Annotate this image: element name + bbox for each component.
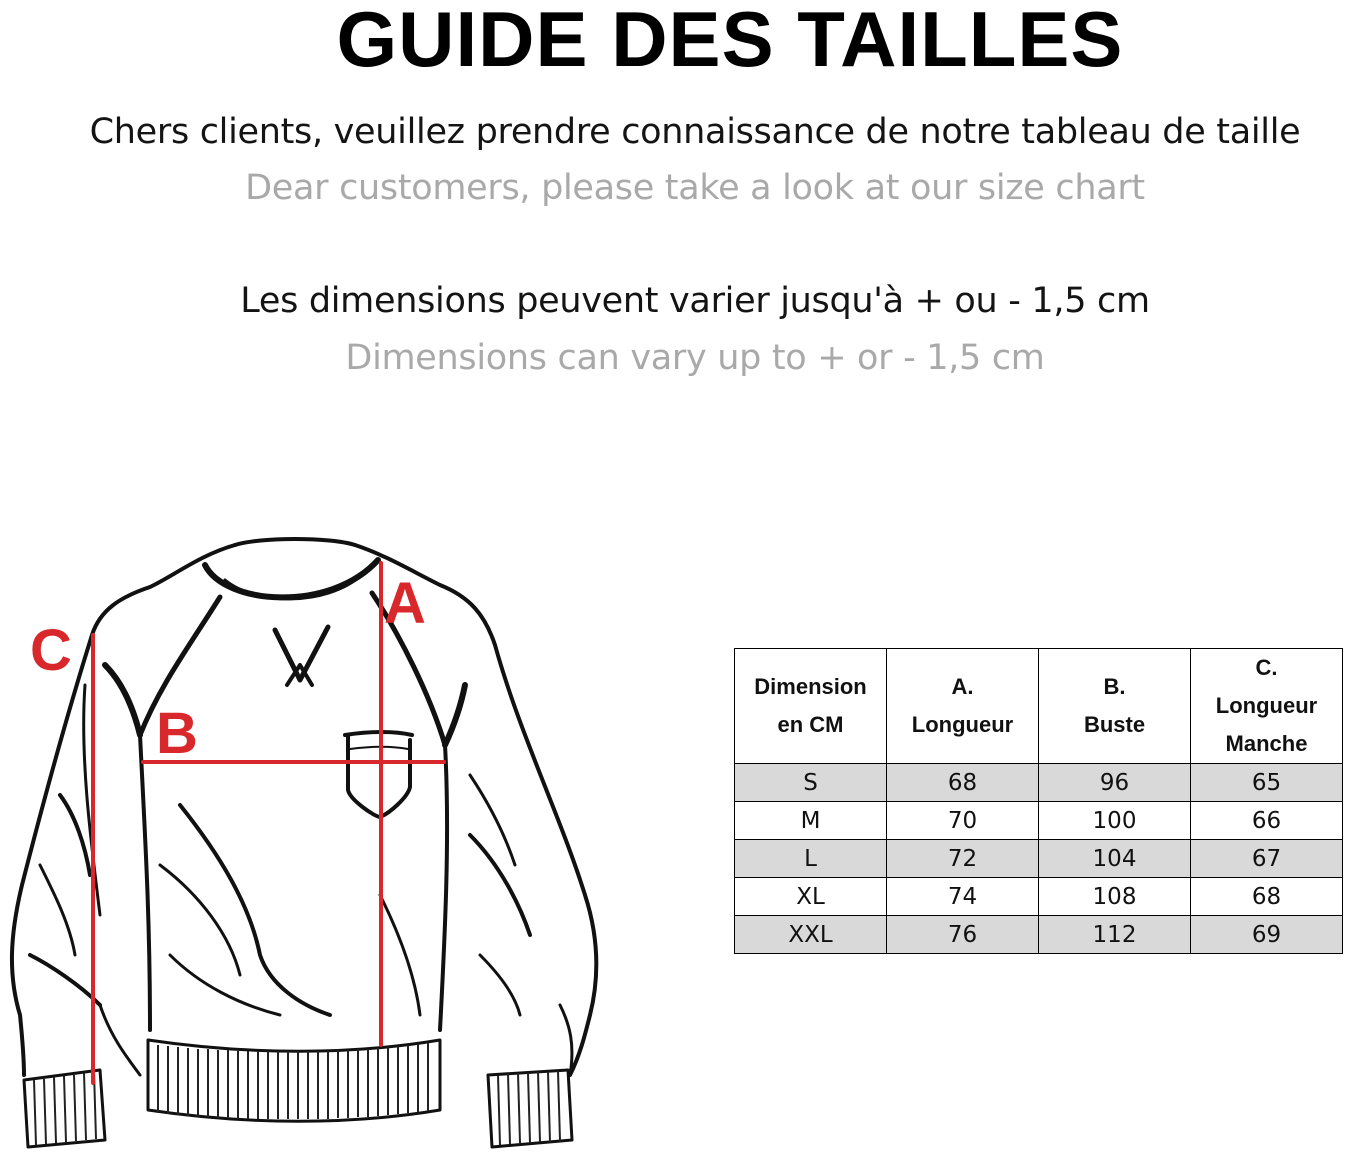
size-table: [734, 648, 1343, 954]
chest-cell: 112: [1039, 916, 1191, 954]
header-text: Dimension: [754, 674, 867, 699]
intro-fr: Chers clients, veuillez prendre connaissance de notre tableau de taille: [89, 112, 1301, 152]
size-cell: XXL: [735, 916, 887, 954]
sweatshirt-diagram: [0, 535, 610, 1155]
table-row: [735, 802, 1343, 840]
measure-label-c: C: [30, 618, 72, 683]
header-text: C.: [1255, 655, 1278, 680]
size-table-header: [735, 649, 1343, 764]
header-chest: [1039, 649, 1191, 764]
header-text: Buste: [1083, 712, 1146, 737]
page-title: GUIDE DES TAILLES: [336, 0, 1124, 83]
length-cell: 76: [887, 916, 1039, 954]
table-row: [735, 764, 1343, 802]
chest-cell: 100: [1039, 802, 1191, 840]
tolerance-en: Dimensions can vary up to + or - 1,5 cm: [345, 338, 1045, 378]
sleeve-cell: 67: [1191, 840, 1343, 878]
sleeve-cell: 69: [1191, 916, 1343, 954]
header-dimension: [735, 649, 887, 764]
header-text: A.: [951, 674, 974, 699]
size-cell: M: [735, 802, 887, 840]
length-cell: 74: [887, 878, 1039, 916]
chest-cell: 96: [1039, 764, 1191, 802]
table-row: [735, 840, 1343, 878]
size-cell: L: [735, 840, 887, 878]
header-text: Longueur: [1215, 693, 1318, 718]
length-cell: 68: [887, 764, 1039, 802]
sleeve-cell: 68: [1191, 878, 1343, 916]
table-row: [735, 916, 1343, 954]
size-cell: S: [735, 764, 887, 802]
tolerance-fr: Les dimensions peuvent varier jusqu'à + ou - 1,5 cm: [240, 281, 1150, 321]
intro-en: Dear customers, please take a look at our size chart: [245, 168, 1145, 208]
header-text: Longueur: [911, 712, 1014, 737]
header-text: B.: [1103, 674, 1126, 699]
sleeve-cell: 66: [1191, 802, 1343, 840]
chest-cell: 108: [1039, 878, 1191, 916]
measure-label-a: A: [384, 571, 426, 636]
table-row: [735, 878, 1343, 916]
sweatshirt-sketch-icon: [0, 535, 610, 1155]
header-sleeve: [1191, 649, 1343, 764]
measure-label-b: B: [156, 701, 198, 766]
header-length: [887, 649, 1039, 764]
size-cell: XL: [735, 878, 887, 916]
length-cell: 70: [887, 802, 1039, 840]
length-cell: 72: [887, 840, 1039, 878]
header-text: en CM: [777, 712, 844, 737]
chest-cell: 104: [1039, 840, 1191, 878]
sleeve-cell: 65: [1191, 764, 1343, 802]
header-text: Manche: [1225, 731, 1308, 756]
